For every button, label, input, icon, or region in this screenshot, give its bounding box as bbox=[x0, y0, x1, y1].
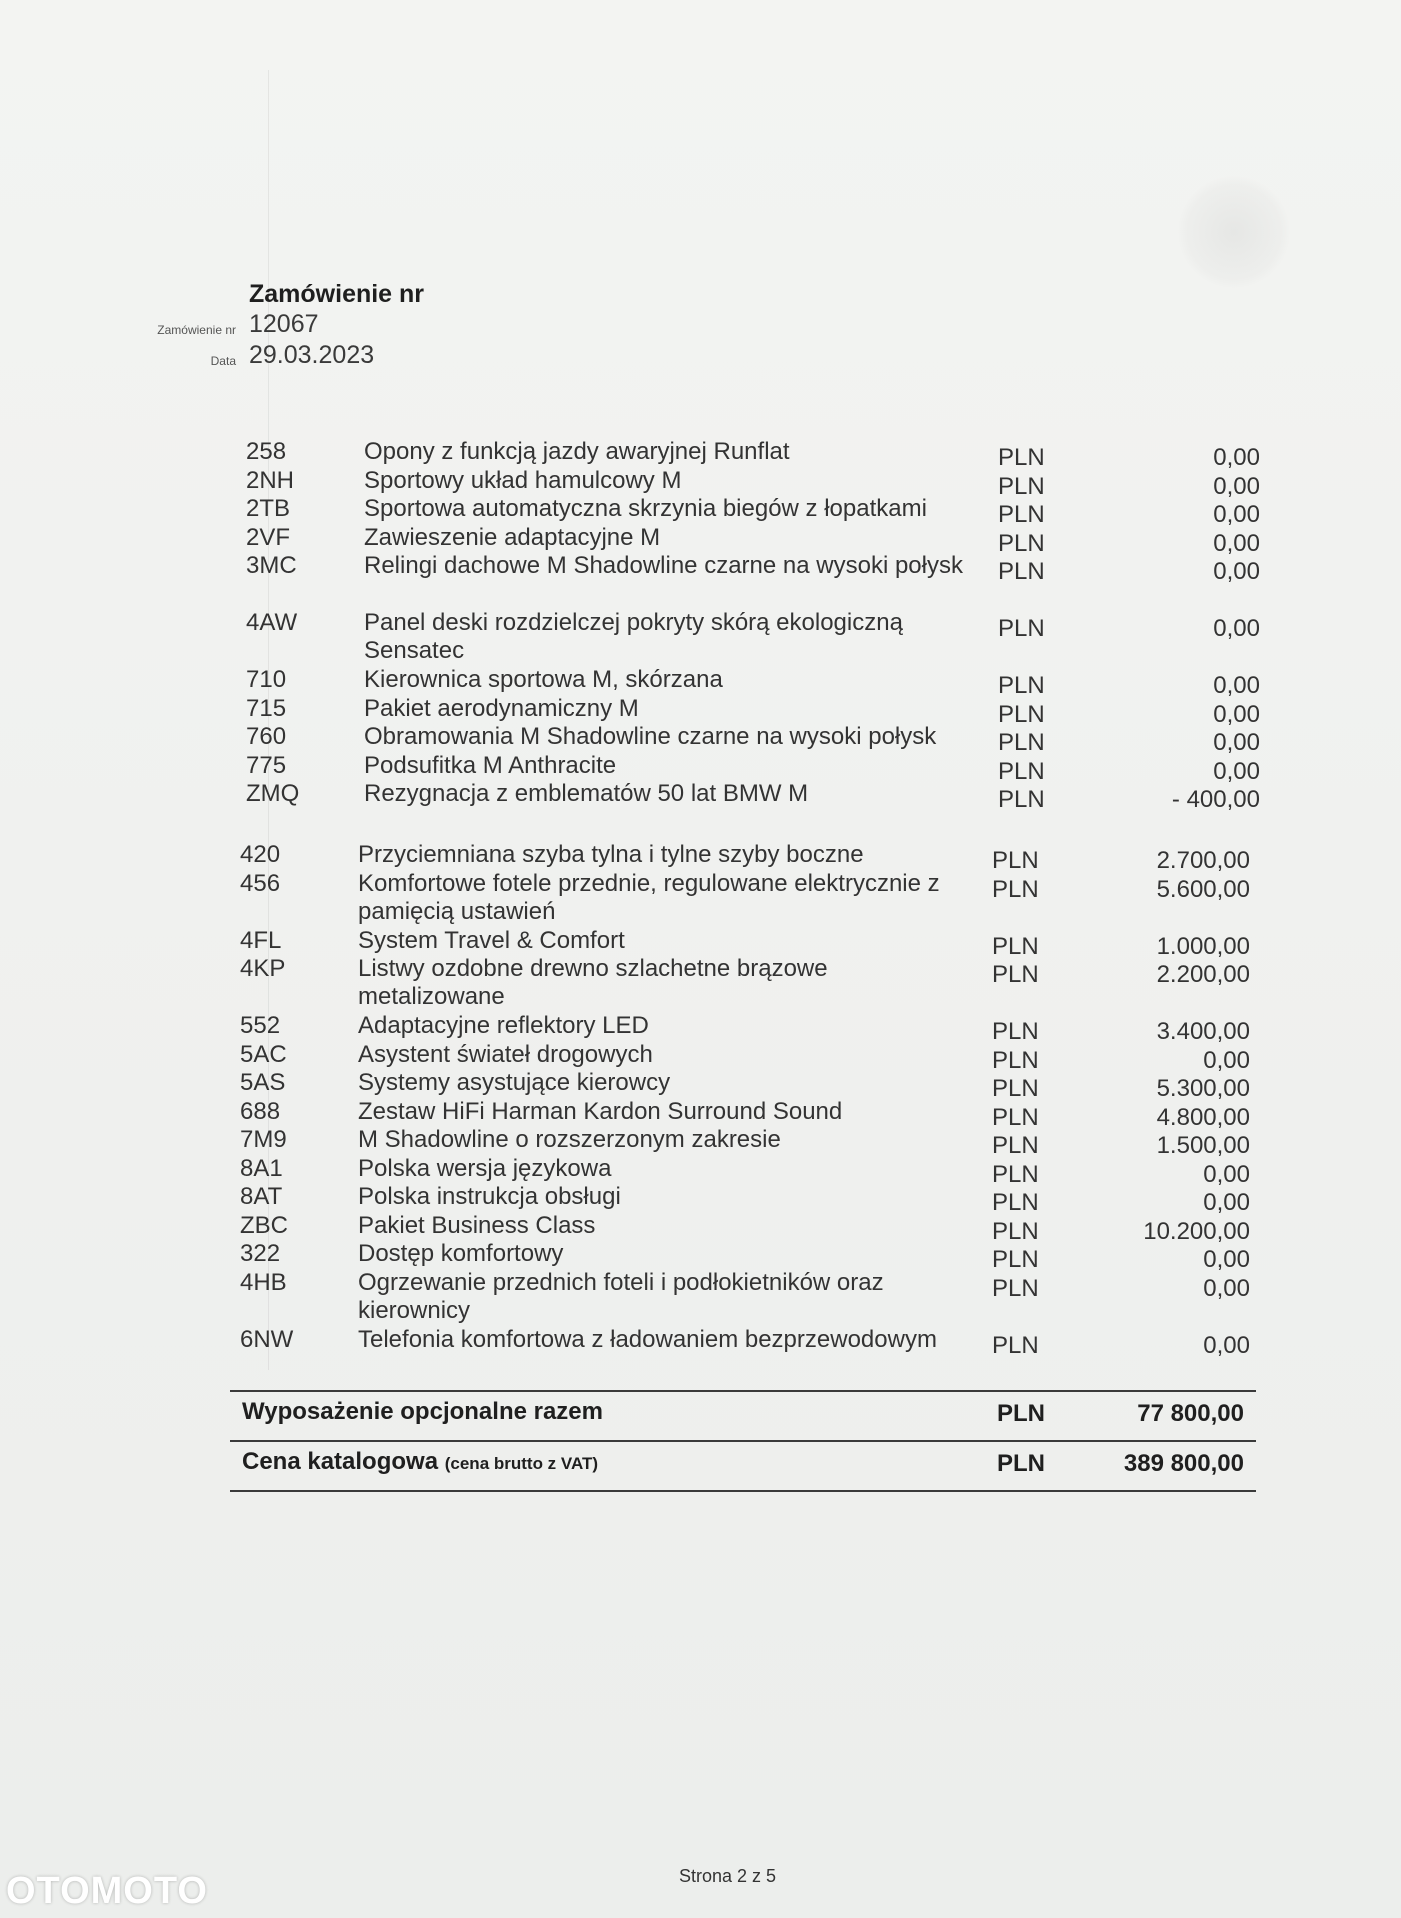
equipment-description: Adaptacyjne reflektory LED bbox=[358, 1012, 649, 1039]
equipment-currency: PLN bbox=[992, 847, 1039, 874]
equipment-description: Relingi dachowe M Shadowline czarne na wysoki połysk bbox=[364, 552, 963, 579]
equipment-description: Polska wersja językowa bbox=[358, 1154, 612, 1182]
equipment-code: 7M9 bbox=[240, 1126, 287, 1153]
equipment-description: M Shadowline o rozszerzonym zakresie bbox=[358, 1126, 781, 1153]
equipment-amount: 2.200,00 bbox=[1156, 961, 1250, 988]
equipment-amount: 0,00 bbox=[1213, 472, 1260, 500]
equipment-code: 552 bbox=[240, 1012, 281, 1039]
equipment-description: Telefonia komfortowa z ładowaniem bezprzewodowym bbox=[358, 1325, 937, 1353]
equipment-amount: 0,00 bbox=[1203, 1046, 1250, 1074]
equipment-code: 2TB bbox=[246, 495, 291, 522]
equipment-description: Systemy asystujące kierowcy bbox=[358, 1069, 671, 1096]
equipment-code: 710 bbox=[246, 666, 287, 693]
equipment-amount: - 400,00 bbox=[1171, 786, 1260, 813]
equipment-amount: 2.700,00 bbox=[1156, 847, 1250, 874]
equipment-description: Kierownica sportowa M, skórzana bbox=[364, 666, 723, 693]
equipment-description: Asystent świateł drogowych bbox=[358, 1040, 653, 1068]
equipment-description: Obramowania M Shadowline czarne na wysoki połysk bbox=[364, 723, 937, 750]
equipment-amount: 0,00 bbox=[1203, 1160, 1250, 1188]
equipment-amount: 1.000,00 bbox=[1156, 932, 1250, 960]
equipment-currency: PLN bbox=[992, 1046, 1039, 1074]
equipment-description: Zestaw HiFi Harman Kardon Surround Sound bbox=[358, 1097, 843, 1125]
equipment-currency: PLN bbox=[992, 1160, 1039, 1188]
equipment-amount: 0,00 bbox=[1203, 1274, 1250, 1302]
equipment-code: 3MC bbox=[246, 552, 297, 579]
equipment-description: Pakiet aerodynamiczny M bbox=[364, 694, 639, 722]
equipment-currency: PLN bbox=[992, 1189, 1039, 1216]
equipment-currency: PLN bbox=[998, 501, 1045, 528]
catalog-price-currency: PLN bbox=[997, 1450, 1045, 1477]
equipment-code: 688 bbox=[240, 1097, 281, 1125]
equipment-amount: 5.300,00 bbox=[1156, 1075, 1250, 1102]
equipment-currency: PLN bbox=[992, 932, 1039, 960]
equipment-amount: 1.500,00 bbox=[1156, 1132, 1250, 1159]
equipment-amount: 10.200,00 bbox=[1143, 1217, 1250, 1245]
equipment-description: Komfortowe fotele przednie, regulowane elektrycznie z pamięcią ustawień bbox=[358, 869, 940, 925]
equipment-amount: 0,00 bbox=[1213, 615, 1260, 642]
equipment-code: 8AT bbox=[240, 1183, 283, 1210]
equipment-row bbox=[246, 780, 1260, 836]
equipment-code: 775 bbox=[246, 751, 287, 779]
equipment-row bbox=[240, 1269, 1250, 1325]
equipment-code: 760 bbox=[246, 723, 287, 750]
equipment-code: 2NH bbox=[246, 466, 295, 494]
page-footer bbox=[0, 1866, 1401, 1887]
catalog-price-amount: 389 800,00 bbox=[1123, 1450, 1244, 1477]
equipment-description: Podsufitka M Anthracite bbox=[364, 751, 617, 779]
equipment-description: Pakiet Business Class bbox=[358, 1211, 596, 1239]
equipment-currency: PLN bbox=[992, 1103, 1039, 1131]
equipment-currency: PLN bbox=[992, 875, 1039, 903]
equipment-code: 2VF bbox=[246, 523, 291, 551]
equipment-code: 420 bbox=[240, 841, 281, 868]
equipment-code: 4KP bbox=[240, 955, 286, 982]
equipment-currency: PLN bbox=[998, 444, 1045, 471]
equipment-currency: PLN bbox=[992, 961, 1039, 988]
equipment-description: Dostęp komfortowy bbox=[358, 1240, 564, 1267]
equipment-code: 258 bbox=[246, 438, 287, 465]
order-date-value: 29.03.2023 bbox=[249, 341, 375, 369]
equipment-amount: 0,00 bbox=[1213, 672, 1260, 699]
order-date-label: Data bbox=[210, 354, 236, 368]
equipment-amount: 0,00 bbox=[1203, 1189, 1250, 1216]
equipment-code: 5AC bbox=[240, 1040, 287, 1068]
optional-total-currency: PLN bbox=[997, 1400, 1045, 1427]
equipment-code: 4HB bbox=[240, 1268, 287, 1296]
equipment-currency: PLN bbox=[992, 1075, 1039, 1102]
equipment-code: 715 bbox=[246, 694, 287, 722]
equipment-amount: 5.600,00 bbox=[1156, 875, 1250, 903]
catalog-price-title: Cena katalogowa bbox=[242, 1448, 439, 1475]
equipment-code: 6NW bbox=[240, 1325, 294, 1353]
equipment-row bbox=[246, 609, 1260, 665]
order-number-label: Zamówienie nr bbox=[157, 323, 236, 337]
equipment-currency: PLN bbox=[998, 786, 1045, 813]
equipment-description: Przyciemniana szyba tylna i tylne szyby boczne bbox=[358, 841, 864, 868]
equipment-currency: PLN bbox=[992, 1217, 1039, 1245]
order-number-row bbox=[0, 307, 400, 339]
catalog-price-row bbox=[242, 1442, 1244, 1482]
catalog-price-label bbox=[242, 1448, 598, 1476]
equipment-code: 8A1 bbox=[240, 1154, 283, 1182]
equipment-currency: PLN bbox=[992, 1132, 1039, 1159]
equipment-row bbox=[240, 1326, 1250, 1382]
equipment-amount: 0,00 bbox=[1213, 757, 1260, 785]
equipment-amount: 0,00 bbox=[1213, 700, 1260, 728]
equipment-description: Listwy ozdobne drewno szlachetne brązowe metalizowane bbox=[358, 955, 828, 1010]
equipment-description: Sportowy układ hamulcowy M bbox=[364, 466, 682, 494]
equipment-currency: PLN bbox=[998, 558, 1045, 585]
equipment-currency: PLN bbox=[998, 529, 1045, 557]
equipment-row bbox=[240, 955, 1250, 1011]
equipment-currency: PLN bbox=[998, 472, 1045, 500]
equipment-description: Opony z funkcją jazdy awaryjnej Runflat bbox=[364, 438, 790, 465]
equipment-amount: 0,00 bbox=[1213, 444, 1260, 471]
equipment-currency: PLN bbox=[998, 672, 1045, 699]
equipment-description: Rezygnacja z emblematów 50 lat BMW M bbox=[364, 780, 809, 807]
equipment-currency: PLN bbox=[998, 700, 1045, 728]
equipment-row bbox=[246, 552, 1260, 608]
equipment-description: System Travel & Comfort bbox=[358, 926, 625, 954]
optional-total-amount: 77 800,00 bbox=[1137, 1400, 1244, 1427]
equipment-amount: 0,00 bbox=[1213, 501, 1260, 528]
equipment-currency: PLN bbox=[992, 1274, 1039, 1302]
optional-total-row bbox=[242, 1392, 1244, 1432]
order-date-row bbox=[0, 338, 400, 370]
equipment-amount: 4.800,00 bbox=[1156, 1103, 1250, 1131]
equipment-currency: PLN bbox=[998, 615, 1045, 642]
equipment-row bbox=[240, 870, 1250, 926]
brand-logo-ghost bbox=[1178, 176, 1290, 288]
equipment-code: ZMQ bbox=[246, 780, 300, 807]
equipment-description: Panel deski rozdzielczej pokryty skórą ekologiczną Sensatec bbox=[364, 609, 903, 664]
equipment-code: 5AS bbox=[240, 1069, 286, 1096]
equipment-amount: 0,00 bbox=[1203, 1246, 1250, 1273]
equipment-amount: 0,00 bbox=[1213, 529, 1260, 557]
equipment-currency: PLN bbox=[992, 1246, 1039, 1273]
catalog-price-note: (cena brutto z VAT) bbox=[444, 1454, 599, 1473]
watermark-logo: OTOMOTO bbox=[6, 1870, 208, 1912]
equipment-currency: PLN bbox=[992, 1018, 1039, 1045]
page-title: Zamówienie nr bbox=[249, 280, 425, 308]
equipment-description: Sportowa automatyczna skrzynia biegów z łopatkami bbox=[364, 495, 927, 522]
equipment-amount: 0,00 bbox=[1213, 558, 1260, 585]
equipment-amount: 3.400,00 bbox=[1156, 1018, 1250, 1045]
equipment-code: 456 bbox=[240, 869, 281, 897]
equipment-code: 4AW bbox=[246, 609, 298, 636]
equipment-code: ZBC bbox=[240, 1211, 288, 1239]
equipment-description: Polska instrukcja obsługi bbox=[358, 1183, 621, 1210]
equipment-description: Zawieszenie adaptacyjne M bbox=[364, 523, 661, 551]
equipment-code: 4FL bbox=[240, 926, 282, 954]
equipment-currency: PLN bbox=[998, 757, 1045, 785]
order-number-value: 12067 bbox=[249, 310, 319, 338]
equipment-code: 322 bbox=[240, 1240, 281, 1267]
optional-total-label: Wyposażenie opcjonalne razem bbox=[242, 1398, 603, 1425]
divider bbox=[230, 1490, 1256, 1492]
equipment-description: Ogrzewanie przednich foteli i podłokietników oraz kierownicy bbox=[358, 1268, 884, 1324]
equipment-amount: 0,00 bbox=[1213, 729, 1260, 756]
page-number: Strona 2 z 5 bbox=[678, 1866, 777, 1886]
equipment-currency: PLN bbox=[998, 729, 1045, 756]
equipment-amount: 0,00 bbox=[1203, 1331, 1250, 1359]
equipment-currency: PLN bbox=[992, 1331, 1039, 1359]
